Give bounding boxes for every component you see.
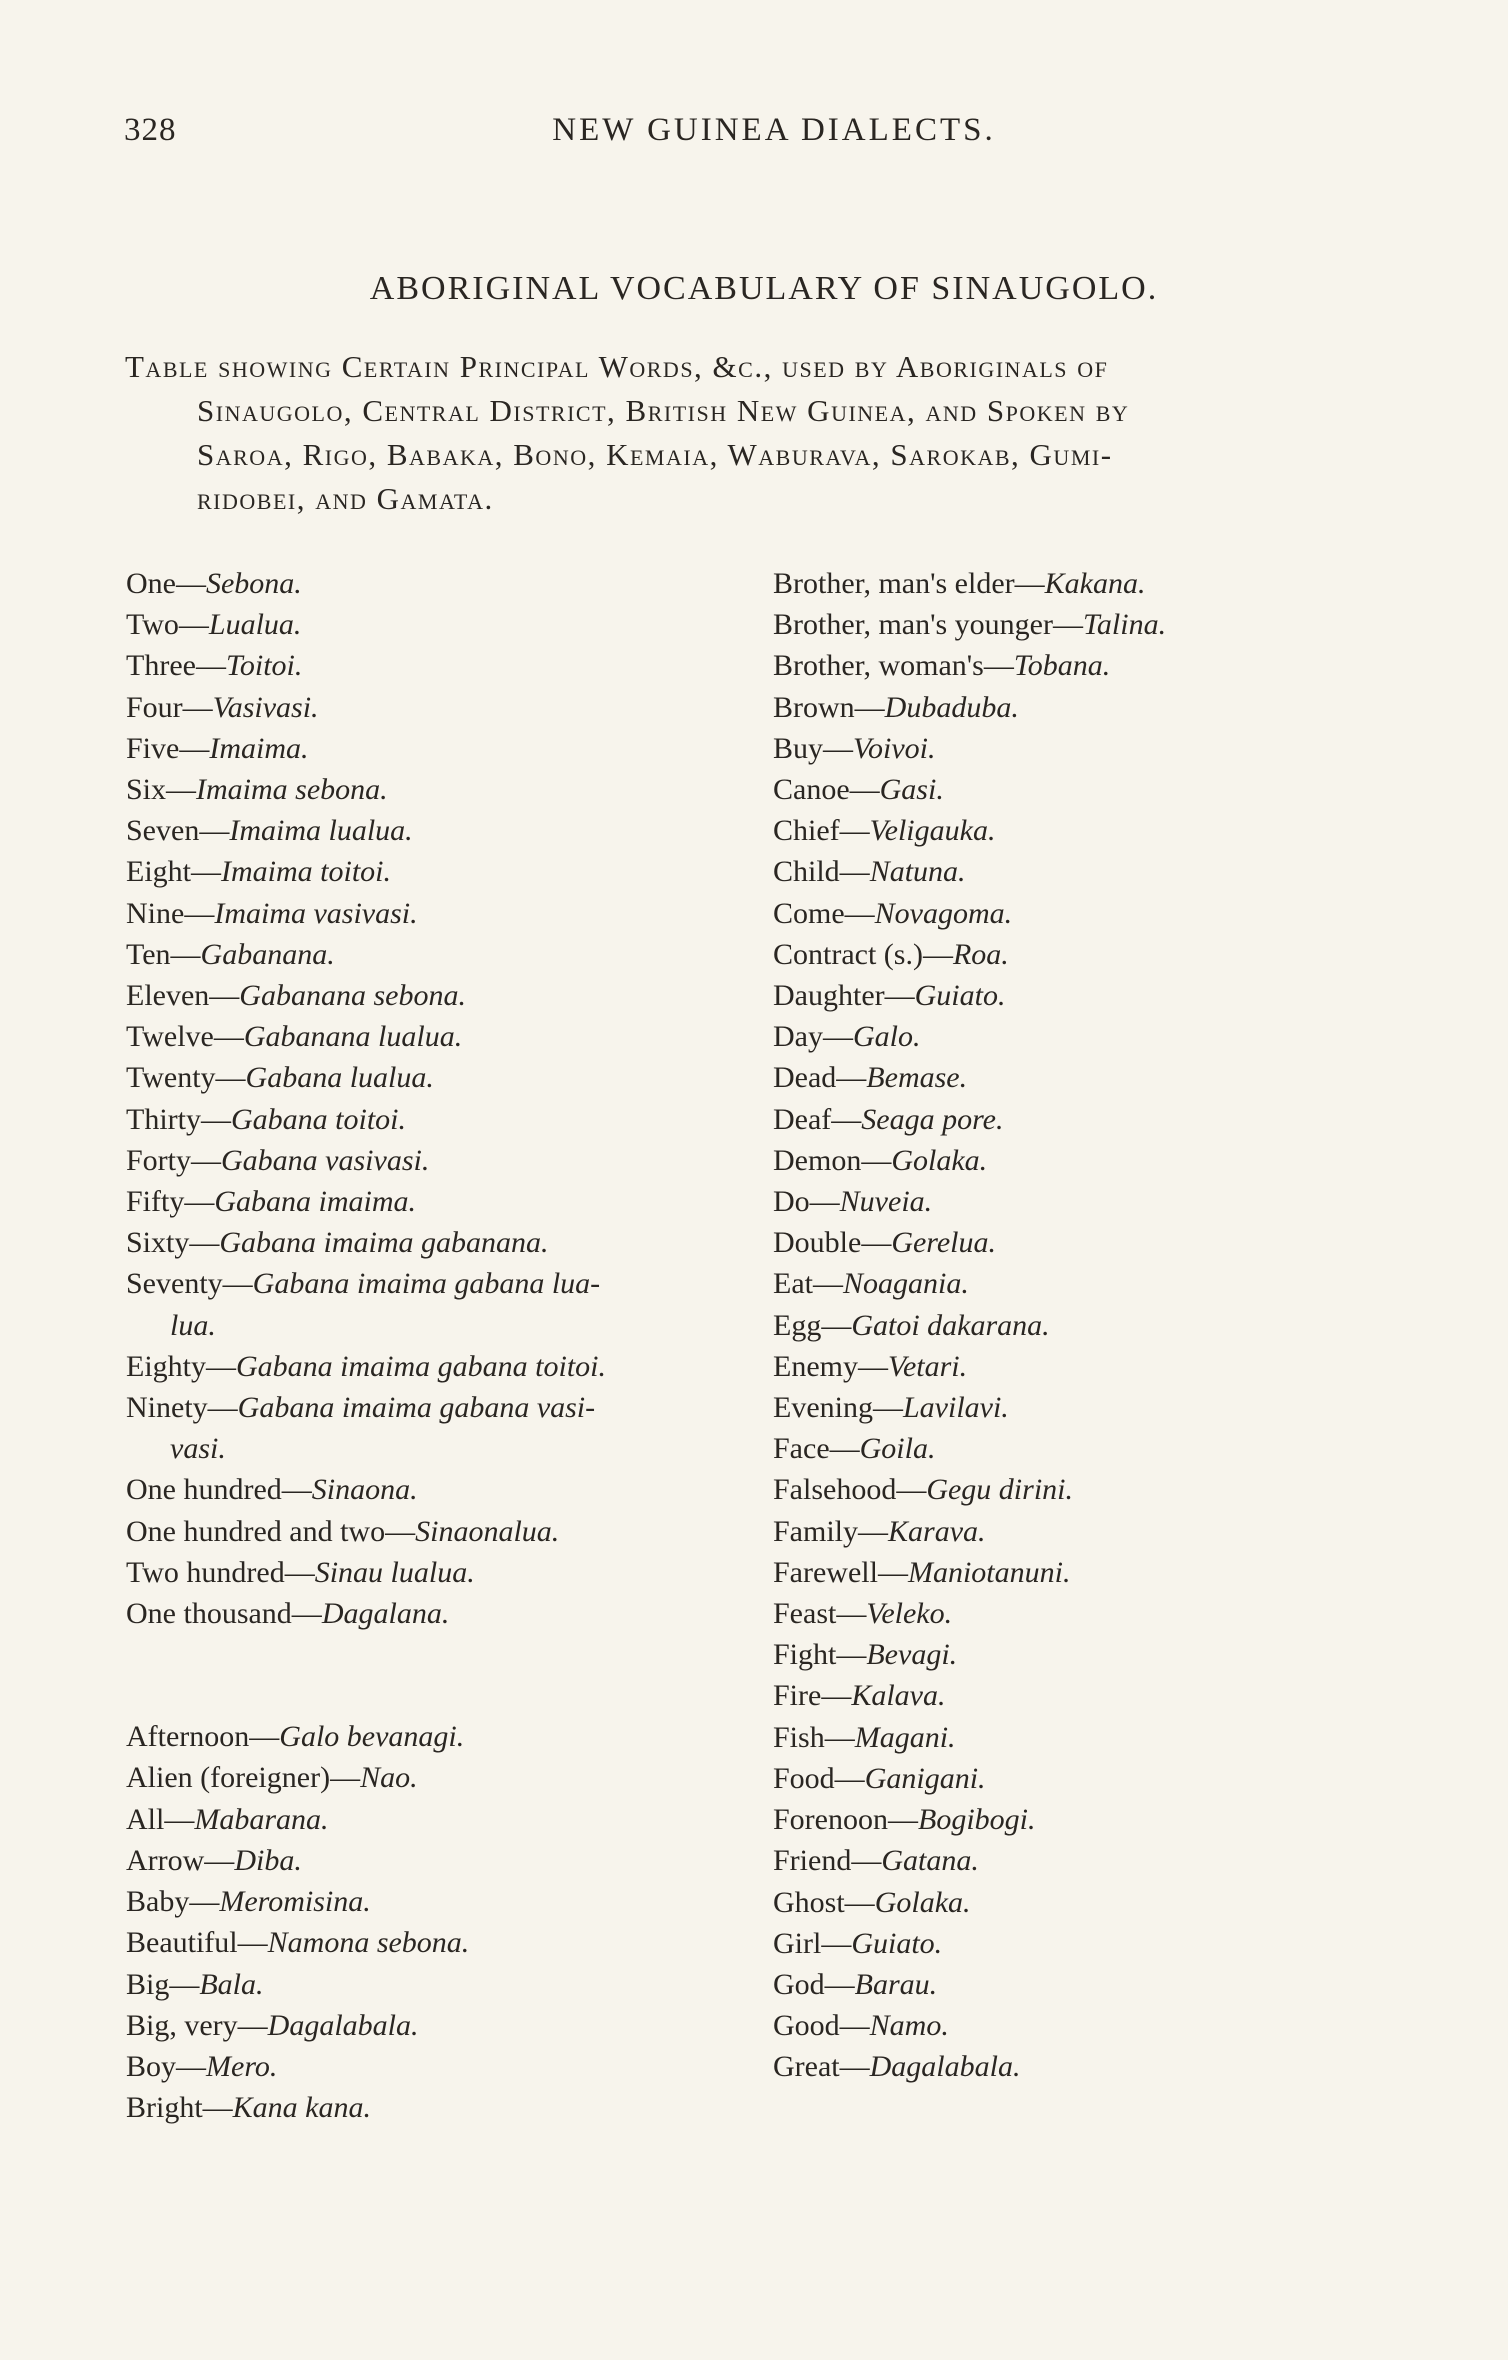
sinaugolo-term: Karava. — [888, 1514, 986, 1548]
english-word: Ghost— — [773, 1885, 875, 1919]
vocabulary-entry — [126, 769, 726, 810]
vocabulary-entry — [126, 1964, 726, 2005]
english-word: One thousand— — [126, 1597, 322, 1631]
vocabulary-entry — [773, 975, 1393, 1016]
vocabulary-entry — [773, 645, 1393, 686]
sinaugolo-term: Nao. — [360, 1761, 418, 1795]
english-word: Fish— — [773, 1720, 855, 1754]
english-word: Seven— — [126, 814, 230, 848]
english-word: Fire— — [773, 1679, 852, 1713]
sinaugolo-term: Vetari. — [887, 1349, 968, 1383]
sinaugolo-term: Guiato. — [851, 1926, 943, 1960]
sinaugolo-term: Namo. — [869, 2009, 949, 2043]
vocabulary-entry — [126, 1840, 726, 1881]
vocabulary-entry — [126, 604, 726, 645]
english-word: Six— — [126, 773, 197, 807]
vocabulary-entry — [773, 1511, 1393, 1552]
vocabulary-entry — [773, 1263, 1393, 1304]
sinaugolo-term: Veleko. — [866, 1597, 953, 1631]
vocabulary-entry — [126, 1057, 726, 1098]
vocabulary-entry — [773, 934, 1393, 975]
english-word: Eat— — [773, 1267, 843, 1301]
english-word: Falsehood— — [773, 1473, 927, 1507]
vocabulary-entry — [773, 1840, 1393, 1881]
sinaugolo-term: Galo bevanagi. — [279, 1720, 465, 1754]
vocabulary-entry — [773, 1469, 1393, 1510]
english-word: Eight— — [126, 855, 221, 889]
vocabulary-entry — [126, 645, 726, 686]
sinaugolo-term: Gabana imaima gabana lua- — [252, 1267, 601, 1301]
vocabulary-column-left — [126, 563, 726, 2128]
english-word: Evening— — [773, 1391, 903, 1425]
vocabulary-entry — [773, 769, 1393, 810]
vocabulary-entry — [773, 728, 1393, 769]
vocabulary-entry — [126, 1716, 726, 1757]
vocabulary-entry — [773, 1552, 1393, 1593]
vocabulary-entry — [773, 1222, 1393, 1263]
sinaugolo-term: Diba. — [234, 1843, 302, 1877]
sinaugolo-term: Mabarana. — [194, 1802, 329, 1836]
sinaugolo-term: Dagalana. — [321, 1597, 450, 1631]
english-word: Thirty— — [126, 1102, 231, 1136]
english-word: Beautiful— — [126, 1926, 268, 1960]
vocabulary-entry — [126, 687, 726, 728]
vocabulary-entry — [126, 1140, 726, 1181]
sinaugolo-term: Golaka. — [874, 1885, 971, 1919]
vocabulary-entry — [773, 1593, 1393, 1634]
english-word: Face— — [773, 1432, 860, 1466]
english-word: Nine— — [126, 896, 215, 930]
english-word: Dead— — [773, 1061, 867, 1095]
sinaugolo-term: Gabana toitoi. — [231, 1102, 407, 1136]
vocabulary-entry — [126, 1222, 726, 1263]
english-word: Chief— — [773, 814, 870, 848]
english-word: Canoe— — [773, 773, 880, 807]
english-word: Eighty— — [126, 1349, 236, 1383]
english-word: One hundred and two— — [126, 1514, 416, 1548]
english-word: Brother, woman's— — [773, 649, 1014, 683]
sinaugolo-term: Roa. — [952, 937, 1009, 971]
sinaugolo-term: Imaima toitoi. — [221, 855, 391, 889]
english-word: Come— — [773, 896, 875, 930]
section-title: ABORIGINAL VOCABULARY OF SINAUGOLO. — [369, 270, 1159, 307]
english-word: God— — [773, 1967, 855, 2001]
vocabulary-entry — [773, 1799, 1393, 1840]
sinaugolo-term: Gabana imaima gabana toitoi. — [236, 1349, 607, 1383]
vocabulary-entry — [126, 1387, 726, 1428]
sinaugolo-term: Golaka. — [891, 1143, 988, 1177]
english-word: Sixty— — [126, 1226, 220, 1260]
english-word: Boy— — [126, 2049, 207, 2083]
vocabulary-entry — [773, 1882, 1393, 1923]
english-word: Brother, man's younger— — [773, 608, 1083, 642]
vocabulary-entry — [126, 893, 726, 934]
vocabulary-entry — [126, 1511, 726, 1552]
english-word: Bright— — [126, 2091, 233, 2125]
english-word: Arrow— — [126, 1843, 235, 1877]
english-word: Food— — [773, 1761, 865, 1795]
sinaugolo-term: Bemase. — [866, 1061, 968, 1095]
sinaugolo-term: Sinaona. — [311, 1473, 418, 1507]
sinaugolo-term: Meromisina. — [219, 1885, 371, 1919]
vocabulary-entry — [773, 810, 1393, 851]
english-word: Five— — [126, 731, 210, 765]
sinaugolo-term: Gatana. — [881, 1844, 979, 1878]
english-word: Two— — [126, 608, 209, 642]
vocabulary-entry — [126, 1922, 726, 1963]
sinaugolo-term: lua. — [170, 1308, 216, 1342]
vocabulary-entry — [773, 1964, 1393, 2005]
english-word: Two hundred— — [126, 1555, 315, 1589]
sinaugolo-term: Sinau lualua. — [314, 1555, 475, 1589]
vocabulary-entry — [126, 1552, 726, 1593]
english-word: Forenoon— — [773, 1803, 918, 1837]
numbers-list — [126, 563, 726, 1634]
vocabulary-entry — [126, 810, 726, 851]
vocabulary-entry — [773, 604, 1393, 645]
sinaugolo-term: Namona sebona. — [267, 1926, 470, 1960]
english-word: Demon— — [773, 1143, 892, 1177]
vocabulary-entry — [126, 1346, 726, 1387]
english-word: Buy— — [773, 731, 854, 765]
page-header — [0, 112, 1508, 158]
english-word: Family— — [773, 1514, 889, 1548]
english-word: Alien (foreigner)— — [126, 1761, 361, 1795]
sinaugolo-term: Goila. — [859, 1432, 936, 1466]
english-word: Twenty— — [126, 1061, 246, 1095]
sinaugolo-term: Gatoi dakarana. — [851, 1308, 1050, 1342]
vocabulary-entry — [773, 1717, 1393, 1758]
sinaugolo-term: Dagalabala. — [869, 2050, 1021, 2084]
sinaugolo-term: Gabana lualua. — [245, 1061, 434, 1095]
english-word: Eleven— — [126, 979, 240, 1013]
sinaugolo-term: Talina. — [1082, 608, 1167, 642]
vocabulary-entry — [773, 2005, 1393, 2046]
sinaugolo-term: Voivoi. — [853, 731, 936, 765]
english-word: One— — [126, 567, 206, 600]
vocabulary-entry — [126, 1799, 726, 1840]
english-word: Big, very— — [126, 2008, 268, 2042]
sinaugolo-term: Vasivasi. — [212, 690, 319, 724]
sinaugolo-term: Magani. — [854, 1720, 956, 1754]
english-word: Child— — [773, 855, 870, 889]
english-word: Good— — [773, 2009, 870, 2043]
sinaugolo-term: Veligauka. — [869, 814, 996, 848]
vocabulary-entry — [773, 1099, 1393, 1140]
vocabulary-entry — [773, 563, 1393, 604]
english-word: Day— — [773, 1020, 853, 1054]
sinaugolo-term: Toitoi. — [225, 649, 303, 683]
vocabulary-entry — [126, 2005, 726, 2046]
english-word: Seventy— — [126, 1267, 253, 1301]
english-word: All— — [126, 1802, 195, 1836]
english-word: Deaf— — [773, 1102, 862, 1136]
sinaugolo-term: Natuna. — [869, 855, 966, 889]
sinaugolo-term: Gabana imaima gabanana. — [219, 1226, 549, 1260]
sinaugolo-term: Gabanana lualua. — [243, 1020, 463, 1054]
vocabulary-entry — [126, 1881, 726, 1922]
sinaugolo-term: Dubaduba. — [884, 690, 1019, 724]
sinaugolo-term: Dagalabala. — [267, 2008, 419, 2042]
section-gap — [126, 1634, 726, 1716]
sinaugolo-term: Lavilavi. — [902, 1391, 1009, 1425]
vocabulary-entry — [126, 1263, 726, 1304]
sinaugolo-term: Bogibogi. — [918, 1803, 1036, 1837]
vocabulary-entry — [126, 1016, 726, 1057]
sinaugolo-term: Ganigani. — [864, 1761, 986, 1795]
sinaugolo-term: Gabanana. — [200, 937, 335, 971]
english-word: One hundred— — [126, 1473, 312, 1507]
vocabulary-entry — [773, 1305, 1393, 1346]
english-word: Contract (s.)— — [773, 937, 953, 971]
vocabulary-entry — [773, 1016, 1393, 1057]
vocabulary-entry — [126, 563, 726, 604]
sinaugolo-term: Imaima. — [209, 731, 309, 765]
vocabulary-entry — [773, 1923, 1393, 1964]
english-word: Fifty— — [126, 1185, 215, 1219]
sinaugolo-term: Lualua. — [208, 608, 302, 642]
subtitle-line: ridobei, and Gamata. — [197, 481, 494, 516]
vocabulary-entry — [773, 1758, 1393, 1799]
english-word: Ninety— — [126, 1391, 238, 1425]
sinaugolo-term: Gabana imaima. — [214, 1185, 417, 1219]
english-word: Great— — [773, 2050, 870, 2084]
vocabulary-entry — [126, 1469, 726, 1510]
sinaugolo-term: Galo. — [852, 1020, 921, 1054]
english-word: Daughter— — [773, 979, 915, 1013]
english-word: Brother, man's elder— — [773, 567, 1045, 600]
english-word: Feast— — [773, 1597, 867, 1631]
page-number: 328 — [124, 112, 177, 148]
english-word: Friend— — [773, 1844, 882, 1878]
vocabulary-entry-continuation — [126, 1428, 726, 1469]
subtitle-line: Table showing Certain Principal Words, &c., used by Aboriginals of — [125, 349, 1109, 384]
sinaugolo-term: Nuveia. — [839, 1185, 933, 1219]
vocabulary-column-right — [773, 563, 1393, 2088]
sinaugolo-term: Bala. — [199, 1967, 264, 2001]
sinaugolo-term: Gerelua. — [891, 1226, 997, 1260]
vocabulary-entry — [773, 1387, 1393, 1428]
sinaugolo-term: Kakana. — [1044, 567, 1146, 600]
sinaugolo-term: Gabana vasivasi. — [221, 1143, 430, 1177]
sinaugolo-term: Guiato. — [914, 979, 1006, 1013]
english-word: Do— — [773, 1185, 840, 1219]
english-word: Brown— — [773, 690, 885, 724]
english-word: Egg— — [773, 1308, 852, 1342]
subtitle-line: Saroa, Rigo, Babaka, Bono, Kemaia, Waburava, Sarokab, Gumi- — [197, 437, 1113, 472]
english-word: Twelve— — [126, 1020, 244, 1054]
english-word: Four— — [126, 690, 213, 724]
english-word: Girl— — [773, 1926, 852, 1960]
words-list — [126, 1716, 726, 2128]
vocabulary-entry — [126, 851, 726, 892]
vocabulary-entry — [773, 1675, 1393, 1716]
vocabulary-entry — [126, 1099, 726, 1140]
english-word: Fight— — [773, 1638, 867, 1672]
vocabulary-entry — [126, 934, 726, 975]
english-word: Three— — [126, 649, 226, 683]
sinaugolo-term: Gabanana sebona. — [239, 979, 466, 1013]
vocabulary-entry-continuation — [126, 1305, 726, 1346]
sinaugolo-term: Bevagi. — [866, 1638, 958, 1672]
english-word: Afternoon— — [126, 1720, 280, 1754]
sinaugolo-term: Imaima vasivasi. — [214, 896, 418, 930]
vocabulary-entry — [126, 1593, 726, 1634]
sinaugolo-term: Gasi. — [879, 773, 944, 807]
english-word: Ten— — [126, 937, 201, 971]
vocabulary-entry — [773, 1181, 1393, 1222]
sinaugolo-term: Imaima sebona. — [196, 773, 388, 807]
english-word: Double— — [773, 1226, 892, 1260]
sinaugolo-term: Noagania. — [842, 1267, 969, 1301]
sinaugolo-term: Sebona. — [205, 567, 302, 600]
sinaugolo-term: Gabana imaima gabana vasi- — [237, 1391, 596, 1425]
section-subtitle — [125, 345, 1375, 521]
vocabulary-entry — [773, 687, 1393, 728]
vocabulary-entry — [126, 728, 726, 769]
english-word: Baby— — [126, 1885, 220, 1919]
english-word: Forty— — [126, 1143, 222, 1177]
vocabulary-entry — [126, 1181, 726, 1222]
vocabulary-entry — [773, 1634, 1393, 1675]
sinaugolo-term: Kana kana. — [232, 2091, 371, 2125]
sinaugolo-term: Tobana. — [1013, 649, 1111, 683]
sinaugolo-term: Imaima lualua. — [229, 814, 413, 848]
sinaugolo-term: Mero. — [206, 2049, 278, 2083]
english-word: Farewell— — [773, 1555, 908, 1589]
vocabulary-entry — [773, 1346, 1393, 1387]
sinaugolo-term: Gegu dirini. — [926, 1473, 1073, 1507]
sinaugolo-term: Maniotanuni. — [907, 1555, 1071, 1589]
english-word: Big— — [126, 1967, 200, 2001]
vocabulary-entry — [126, 1757, 726, 1798]
sinaugolo-term: Seaga pore. — [861, 1102, 1004, 1136]
sinaugolo-term: vasi. — [170, 1432, 226, 1466]
vocabulary-entry — [773, 1140, 1393, 1181]
sinaugolo-term: Barau. — [854, 1967, 938, 2001]
vocabulary-entry — [126, 975, 726, 1016]
running-head: NEW GUINEA DIALECTS. — [552, 112, 996, 148]
subtitle-line: Sinaugolo, Central District, British New Guinea, and Spoken by — [197, 393, 1130, 428]
vocabulary-entry — [126, 2046, 726, 2087]
english-word: Enemy— — [773, 1349, 888, 1383]
sinaugolo-term: Sinaonalua. — [415, 1514, 560, 1548]
sinaugolo-term: Novagoma. — [874, 896, 1013, 930]
vocabulary-entry — [773, 2046, 1393, 2087]
vocabulary-entry — [773, 851, 1393, 892]
vocabulary-entry — [126, 2087, 726, 2128]
words-list — [773, 563, 1393, 2088]
vocabulary-entry — [773, 1428, 1393, 1469]
vocabulary-entry — [773, 893, 1393, 934]
vocabulary-entry — [773, 1057, 1393, 1098]
sinaugolo-term: Kalava. — [851, 1679, 946, 1713]
